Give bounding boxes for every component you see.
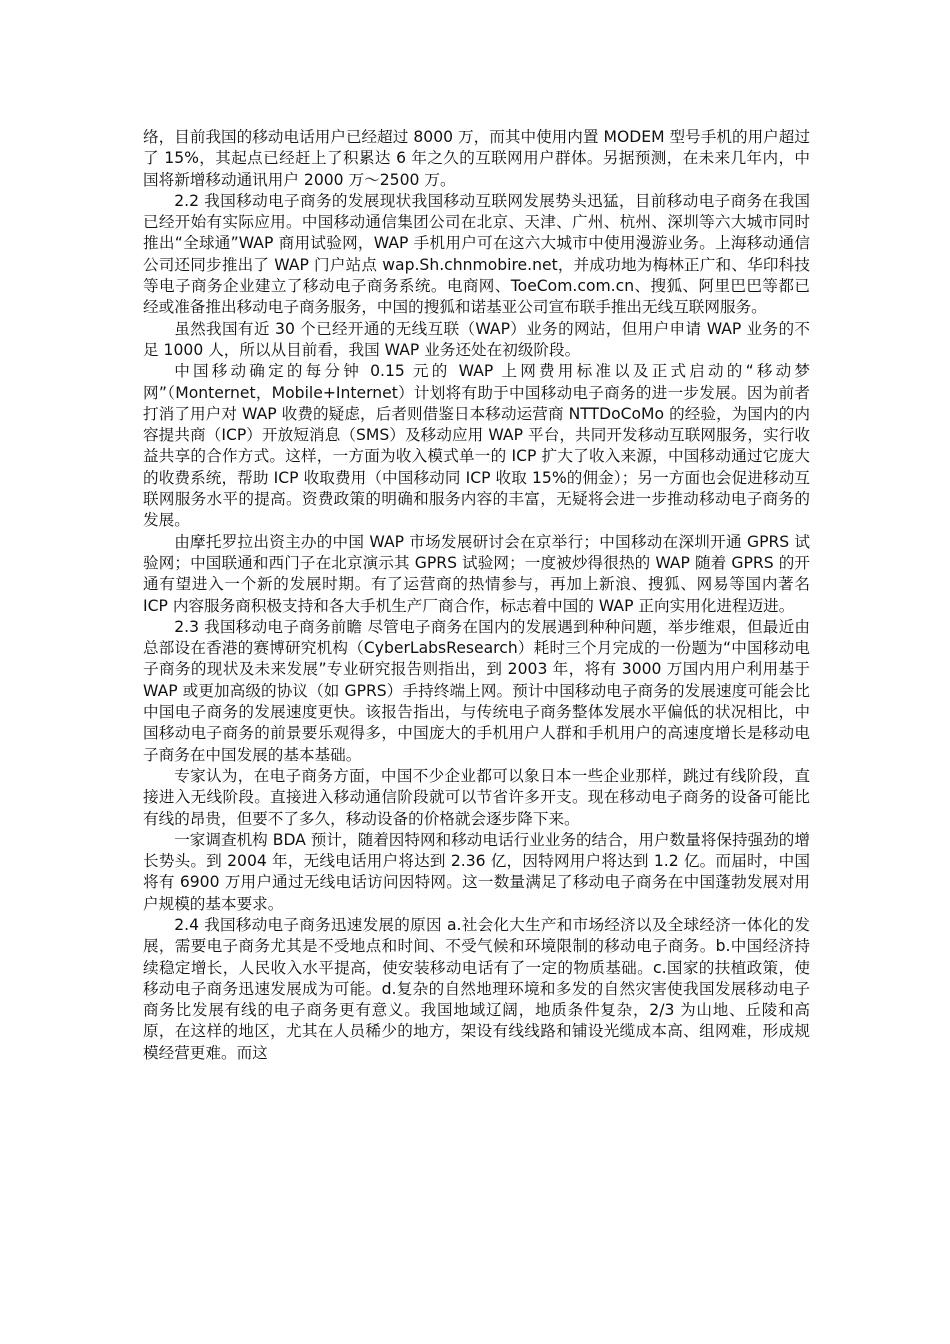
paragraph: 专家认为，在电子商务方面，中国不少企业都可以象日本一些企业那样，跳过有线阶段，直接进入无线阶段。直接进入移动通信阶段就可以节省许多开支。现在移动电子商务的设备可能比有线的昂贵，但要不了多久，移动设备的价格就会逐步降下来。 [143,766,810,828]
paragraph: 虽然我国有近 30 个已经开通的无线互联（WAP）业务的网站，但用户申请 WAP 业务的不足 1000 人，所以从目前看，我国 WAP 业务还处在初级阶段。 [143,319,810,359]
paragraph: 2.2 我国移动电子商务的发展现状我国移动互联网发展势头迅猛，目前移动电子商务在我国已经开始有实际应用。中国移动通信集团公司在北京、天津、广州、杭州、深圳等六大城市同时推出“全球通”WAP 商用试验网，WAP 手机用户可在这六大城市中使用漫游业务。上海移动通信公司还同步推出了 WAP 门户站点 wap.Sh.chnmobire.net，并成功地为梅林正广和、华印科技等电子商务企业建立了移动电子商务系统。电商网、ToeCom.com.cn、搜狐、阿里巴巴等都已经或准备推出移动电子商务服务，中国的搜狐和诺基亚公司宣布联手推出无线互联网服务。 [143,191,810,317]
paragraph: 2.3 我国移动电子商务前瞻 尽管电子商务在国内的发展遇到种种问题，举步维艰，但最近由总部设在香港的赛博研究机构（CyberLabsResearch）耗时三个月完成的一份题为“中国移动电子商务的现状及未来发展”专业研究报告则指出，到 2003 年，将有 3000 万国内用户利用基于 WAP 或更加高级的协议（如 GPRS）手持终端上网。预计中国移动电子商务的发展速度可能会比中国电子商务的发展速度更快。该报告指出，与传统电子商务整体发展水平偏低的状况相比，中国移动电子商务的前景要乐观得多，中国庞大的手机用户人群和手机用户的高速度增长是移动电子商务在中国发展的基本基础。 [143,617,810,764]
document-body [143,127,810,1064]
paragraph: 一家调查机构 BDA 预计，随着因特网和移动电话行业业务的结合，用户数量将保持强劲的增长势头。到 2004 年，无线电话用户将达到 2.36 亿，因特网用户将达到 1.2 亿。而届时，中国将有 6900 万用户通过无线电话访问因特网。这一数量满足了移动电子商务在中国蓬勃发展对用户规模的基本要求。 [143,830,810,913]
paragraph: 中国移动确定的每分钟 0.15 元的 WAP 上网费用标准以及正式启动的“移动梦网”（Monternet，Mobile+Internet）计划将有助于中国移动电子商务的进一步发展。因为前者打消了用户对 WAP 收费的疑虑，后者则借鉴日本移动运营商 NTTDoCoMo 的经验，为国内的内容提共商（ICP）开放短消息（SMS）及移动应用 WAP 平台，共同开发移动互联网服务，实行收益共享的合作方式。这样，一方面为收入模式单一的 ICP 扩大了收入来源，中国移动通过它庞大的收费系统，帮助 ICP 收取费用（中国移动同 ICP 收取 15%的佣金）；另一方面也会促进移动互联网服务水平的提高。资费政策的明确和服务内容的丰富，无疑将会进一步推动移动电子商务的发展。 [143,362,810,530]
paragraph: 由摩托罗拉出资主办的中国 WAP 市场发展研讨会在京举行；中国移动在深圳开通 GPRS 试验网；中国联通和西门子在北京演示其 GPRS 试验网；一度被炒得很热的 WAP 随着 GPRS 的开通有望进入一个新的发展时期。有了运营商的热情参与，再加上新浪、搜狐、网易等国内著名 ICP 内容服务商积极支持和各大手机生产厂商合作，标志着中国的 WAP 正向实用化进程迈进。 [143,532,810,615]
paragraph: 2.4 我国移动电子商务迅速发展的原因 a.社会化大生产和市场经济以及全球经济一体化的发展，需要电子商务尤其是不受地点和时间、不受气候和环境限制的移动电子商务。b.中国经济持续稳定增长，人民收入水平提高，使安装移动电话有了一定的物质基础。c.国家的扶植政策，使移动电子商务迅速发展成为可能。d.复杂的自然地理环境和多发的自然灾害使我国发展移动电子商务比发展有线的电子商务更有意义。我国地域辽阔，地质条件复杂，2/3 为山地、丘陵和高原，在这样的地区，尤其在人员稀少的地方，架设有线线路和铺设光缆成本高、组网难，形成规模经营更难。而这 [143,915,810,1062]
paragraph: 络，目前我国的移动电话用户已经超过 8000 万，而其中使用内置 MODEM 型号手机的用户超过了 15%，其起点已经赶上了积累达 6 年之久的互联网用户群体。另据预测，在未来几年内，中国将新增移动通讯用户 2000 万～2500 万。 [143,128,810,189]
